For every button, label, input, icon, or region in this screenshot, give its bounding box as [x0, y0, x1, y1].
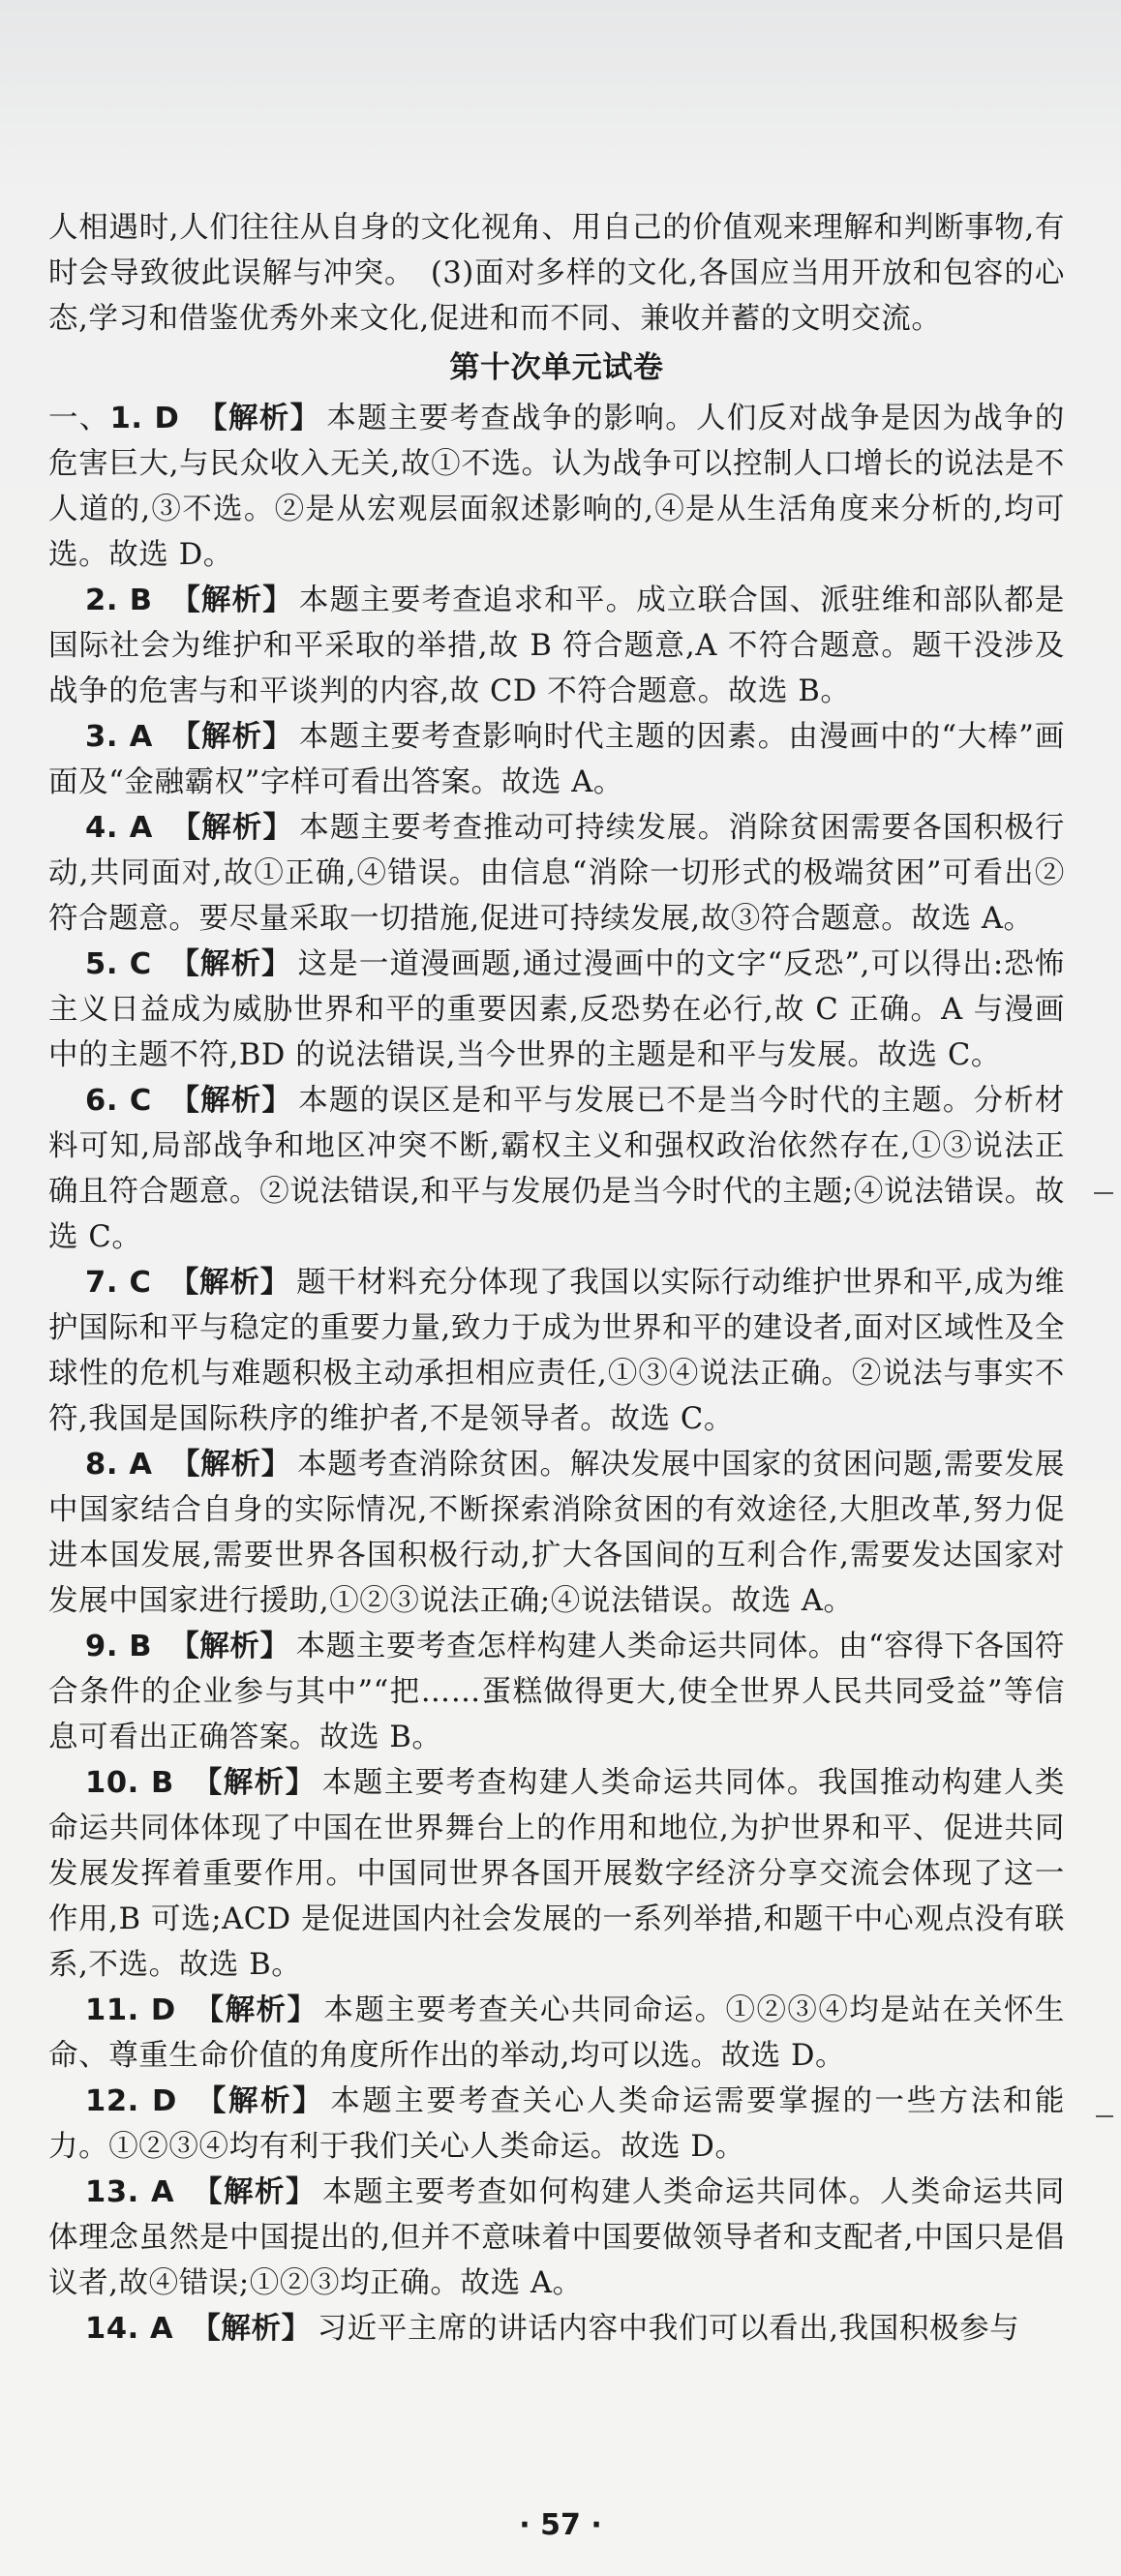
- answer-number: 11. D: [85, 1993, 176, 2027]
- answer-text: 这是一道漫画题,通过漫画中的文字“反恐”,可以得出:恐怖主义日益成为威胁世界和平的重要因素,反恐势在必行,故 C 正确。A 与漫画中的主题不符,BD 的说法错误,当今世界的主题是和平与发展。故选 C。: [48, 947, 1065, 1072]
- analysis-tag: 【解析】: [192, 2175, 318, 2209]
- answer-number: 3. A: [85, 720, 153, 754]
- analysis-tag: 【解析】: [168, 1266, 291, 1300]
- answer-item: [48, 2306, 1065, 2351]
- analysis-tag: 【解析】: [169, 720, 293, 754]
- analysis-tag: 【解析】: [191, 2312, 312, 2346]
- answer-text: 本题主要考查构建人类命运共同体。我国推动构建人类命运共同体体现了中国在世界舞台上的作用和地位,为护世界和平、促进共同发展发挥着重要作用。中国同世界各国开展数字经济分享交流会体现了这一作用,B 可选;ACD 是促进国内社会发展的一系列举措,和题干中心观点没有联系,不选。故选 B。: [48, 1766, 1065, 1982]
- page-number: · 57 ·: [519, 2508, 602, 2542]
- answer-item: [48, 1442, 1065, 1624]
- analysis-tag: 【解析】: [169, 584, 293, 617]
- answer-number: 12. D: [85, 2084, 177, 2118]
- analysis-tag: 【解析】: [169, 1630, 290, 1663]
- answer-text: 本题主要考查战争的影响。人们反对战争是因为战争的危害巨大,与民众收入无关,故①不选。认为战争可以控制人口增长的说法是不人道的,③不选。②是从宏观层面叙述影响的,④是从生活角度来分析的,均可选。故选 D。: [48, 402, 1065, 572]
- answer-item: [48, 1988, 1065, 2079]
- analysis-tag: 【解析】: [168, 947, 292, 981]
- answer-number: 13. A: [85, 2175, 175, 2209]
- analysis-tag: 【解析】: [169, 1448, 292, 1482]
- answer-item: [48, 2170, 1065, 2306]
- answer-text: 本题主要考查关心共同命运。①②③④均是站在关怀生命、尊重生命价值的角度所作出的举动,均可以选。故选 D。: [48, 1993, 1065, 2073]
- answer-item: [48, 1760, 1065, 1988]
- answer-text: 本题主要考查怎样构建人类命运共同体。由“容得下各国符合条件的企业参与其中”“把……蛋糕做得更大,使全世界人民共同受益”等信息可看出正确答案。故选 B。: [48, 1630, 1065, 1754]
- answer-item: [48, 2079, 1065, 2170]
- answer-text: 本题的误区是和平与发展已不是当今时代的主题。分析材料可知,局部战争和地区冲突不断,霸权主义和强权政治依然存在,①③说法正确且符合题意。②说法错误,和平与发展仍是当今时代的主题;④说法错误。故选 C。: [48, 1084, 1066, 1254]
- answer-list: [48, 396, 1065, 2351]
- answer-number: 4. A: [85, 811, 153, 845]
- answer-item: [48, 1260, 1065, 1442]
- section-marker: 一、: [48, 402, 110, 435]
- answer-text: 本题主要考查如何构建人类命运共同体。人类命运共同体理念虽然是中国提出的,但并不意味着中国要做领导者和支配者,中国只是倡议者,故④错误;①②③均正确。故选 A。: [48, 2175, 1065, 2300]
- answer-number: 6. C: [85, 1084, 152, 1118]
- answer-number: 5. C: [85, 947, 152, 981]
- answer-number: 2. B: [85, 584, 153, 617]
- answer-number: 14. A: [85, 2312, 174, 2346]
- margin-mark: [1096, 2115, 1113, 2117]
- intro-paragraph: 人相遇时,人们往往从自身的文化视角、用自己的价值观来理解和判断事物,有时会导致彼此误解与冲突。 (3)面对多样的文化,各国应当用开放和包容的心态,学习和借鉴优秀外来文化,促进和而不同、兼收并蓄的文明交流。: [48, 211, 1065, 336]
- answer-number: 8. A: [85, 1448, 153, 1482]
- analysis-tag: 【解析】: [191, 1766, 317, 1800]
- analysis-tag: 【解析】: [194, 2084, 325, 2118]
- answer-item: [48, 942, 1065, 1078]
- analysis-tag: 【解析】: [168, 1084, 293, 1118]
- answer-item: [48, 578, 1065, 714]
- answer-text: 本题主要考查影响时代主题的因素。由漫画中的“大棒”画面及“金融霸权”字样可看出答案。故选 A。: [48, 720, 1065, 799]
- answer-text: 本题考查消除贫困。解决发展中国家的贫困问题,需要发展中国家结合自身的实际情况,不断探索消除贫困的有效途径,大胆改革,努力促进本国发展,需要世界各国积极行动,扩大各国间的互利合作,需要发达国家对发展中国家进行援助,①②③说法正确;④说法错误。故选 A。: [48, 1448, 1065, 1618]
- answer-number: 9. B: [85, 1630, 153, 1663]
- analysis-tag: 【解析】: [170, 811, 294, 845]
- answer-item: [48, 805, 1065, 942]
- answer-text: 本题主要考查追求和平。成立联合国、派驻维和部队都是国际社会为维护和平采取的举措,故 B 符合题意,A 不符合题意。题干没涉及战争的危害与和平谈判的内容,故 CD 不符合题意。故选 B。: [48, 584, 1066, 708]
- answer-item: [48, 396, 1065, 578]
- section-title: 第十次单元试卷: [449, 350, 664, 385]
- answer-item: [48, 714, 1065, 805]
- margin-mark: [1094, 1192, 1113, 1194]
- answer-number: 10. B: [85, 1766, 174, 1800]
- analysis-tag: 【解析】: [197, 402, 321, 435]
- answer-text: 习近平主席的讲话内容中我们可以看出,我国积极参与: [317, 2312, 1020, 2346]
- analysis-tag: 【解析】: [193, 1993, 318, 2027]
- text-column: [48, 205, 1065, 2351]
- answer-number: 7. C: [85, 1266, 152, 1300]
- answer-text: 本题主要考查关心人类命运需要掌握的一些方法和能力。①②③④均有利于我们关心人类命运。故选 D。: [48, 2084, 1065, 2164]
- answer-item: [48, 1078, 1065, 1260]
- answer-item: [48, 1624, 1065, 1760]
- answer-number: 1. D: [109, 402, 180, 435]
- answer-text: 题干材料充分体现了我国以实际行动维护世界和平,成为维护国际和平与稳定的重要力量,致力于成为世界和平的建设者,面对区域性及全球性的危机与难题积极主动承担相应责任,①③④说法正确。②说法与事实不符,我国是国际秩序的维护者,不是领导者。故选 C。: [48, 1266, 1065, 1436]
- answer-text: 本题主要考查推动可持续发展。消除贫困需要各国积极行动,共同面对,故①正确,④错误。由信息“消除一切形式的极端贫困”可看出②符合题意。要尽量采取一切措施,促进可持续发展,故③符合题意。故选 A。: [48, 811, 1066, 936]
